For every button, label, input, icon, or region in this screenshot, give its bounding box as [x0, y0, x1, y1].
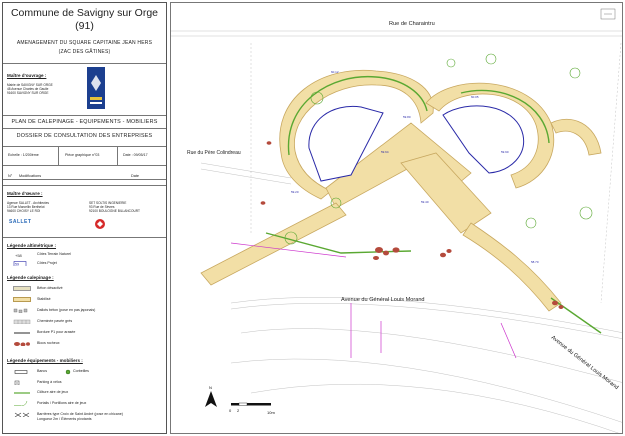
svg-text:59.80: 59.80: [403, 115, 411, 119]
maitre-oeuvre-label: Maître d'œuvre :: [7, 191, 43, 196]
street-label-general-morand-diag: Avenue du Général Louis Morand: [549, 334, 620, 392]
legend-altimetrique-title: Légende altimétrique :: [7, 243, 57, 248]
svg-text:N: N: [209, 385, 212, 390]
svg-text:59.90: 59.90: [501, 150, 509, 154]
divider: [117, 147, 118, 165]
divider: [3, 179, 166, 180]
divider: [3, 165, 166, 166]
divider: [58, 147, 59, 165]
divider: [3, 128, 166, 129]
legend-equipements-title: Légende équipements - mobiliers :: [7, 358, 83, 363]
legend-row: Dallots béton (pose en pas japonais): [7, 307, 165, 315]
north-arrow-icon: [205, 385, 217, 407]
revision-date-header: Date: [131, 174, 140, 178]
dallots-icon: [13, 308, 31, 313]
beton-desactive-swatch: [13, 286, 31, 291]
svg-text:59.40: 59.40: [421, 200, 429, 204]
legend-row: 59 Côtes Projet: [15, 261, 57, 266]
barriere-icon: [13, 412, 31, 417]
legend-calepinage-title: Légende calepinage :: [7, 275, 54, 280]
divider: [3, 63, 166, 64]
legend-row: +58 Côtes Terrain Naturel: [15, 252, 71, 257]
projet-cote-icon: [13, 261, 31, 266]
svg-text:+58: +58: [15, 253, 22, 257]
legend-row: Béton désactivé: [7, 285, 165, 293]
paves-gres-icon: [13, 319, 31, 324]
blocs-rocheux-icon: [13, 341, 31, 346]
maitre-oeuvre-address-2: SET SOLTIS INGENIERIE 93 Rue de Sèvres 92100 BOULOGNE BILLANCOURT: [89, 201, 140, 213]
legend-row: Bancs Corbeilles: [7, 368, 165, 376]
plan-drawing: [171, 3, 623, 434]
svg-text:59.64: 59.64: [381, 150, 389, 154]
legend-row: Blocs rocheux: [7, 340, 165, 348]
corbeille-icon: [65, 369, 71, 375]
departement-label: (91): [75, 20, 94, 32]
survey-background: [171, 31, 623, 434]
cloture-icon: [13, 390, 31, 395]
date-label: Date : 09/05/17: [123, 153, 148, 157]
piece-label: Pièce graphique n°03: [65, 153, 100, 157]
revision-modifications-header: Modifications: [19, 174, 42, 178]
divider: [3, 146, 166, 147]
svg-text:0: 0: [229, 408, 232, 413]
divider: [3, 185, 166, 186]
legend-row: Portails / Portillons aire de jeux: [7, 400, 165, 408]
project-title-line2: (ZAC DES GÂTINES): [58, 49, 111, 55]
stabilise-swatch: [13, 297, 31, 302]
banc-icon: [13, 369, 31, 374]
sallet-logo: SALLET: [9, 219, 32, 225]
legend-row: Clôture aire de jeux: [7, 389, 165, 397]
cartouche: [2, 2, 167, 434]
bordure-icon: [13, 330, 31, 335]
divider: [3, 237, 166, 238]
commune-title: Commune de Savigny sur Orge: [10, 7, 159, 19]
maitre-ouvrage-label: Maître d'ouvrage :: [7, 73, 47, 78]
tn-cote-icon: [13, 252, 31, 257]
corner-mark-icon: [601, 9, 615, 19]
echelle-label: Echelle : 1/200ème: [8, 153, 39, 157]
savigny-logo: [87, 67, 105, 109]
site-plan: [170, 2, 623, 434]
legend-row: Cheminée pavée grès: [7, 318, 165, 326]
revision-number-header: N°: [8, 174, 13, 178]
legend-row: Barrières type Croix de Saint André (pose en chicane) Longueur 2m / Éléments pivotants: [7, 411, 165, 425]
svg-text:60.12: 60.12: [331, 70, 339, 74]
stabilise-paths: [201, 70, 601, 311]
street-label-charaintru: Rue de Charaintru: [389, 21, 435, 27]
scale-bar: [229, 403, 275, 415]
plan-title: PLAN DE CALEPINAGE - EQUIPEMENTS - MOBILIERS: [11, 119, 158, 125]
svg-text:59.20: 59.20: [291, 190, 299, 194]
legend-row: Bordure P1 pour arasée: [7, 329, 165, 337]
legend-row: Stabilisé: [7, 296, 165, 304]
street-label-general-morand: Avenue du Général Louis Morand: [341, 297, 425, 303]
svg-text:2: 2: [237, 408, 240, 413]
divider: [3, 115, 166, 116]
portail-icon: [13, 401, 31, 406]
svg-text:60.05: 60.05: [471, 95, 479, 99]
legend-row: Parking à vélos: [7, 379, 165, 387]
parking-velos-icon: [13, 380, 31, 385]
svg-text:58.70: 58.70: [531, 260, 539, 264]
svg-text:10m: 10m: [267, 410, 275, 415]
svg-text:59: 59: [15, 262, 19, 266]
street-label-pere-colindreau: Rue du Père Colindreau: [187, 150, 241, 156]
project-title-line1: AMENAGEMENT DU SQUARE CAPITAINE JEAN HERS: [16, 40, 153, 46]
dossier-title: DOSSIER DE CONSULTATION DES ENTREPRISES: [16, 133, 153, 139]
maitre-ouvrage-address: Mairie de SAVIGNY SUR ORGE 48 Avenue Charles de Gaulle 91600 SAVIGNY SUR ORGE: [7, 83, 53, 95]
soltis-logo: [93, 217, 107, 229]
maitre-oeuvre-address-1: Agence SALLET - Architectes 13 Rue Marcellin Berthelot 94600 CHOISY LE ROI: [7, 201, 49, 213]
